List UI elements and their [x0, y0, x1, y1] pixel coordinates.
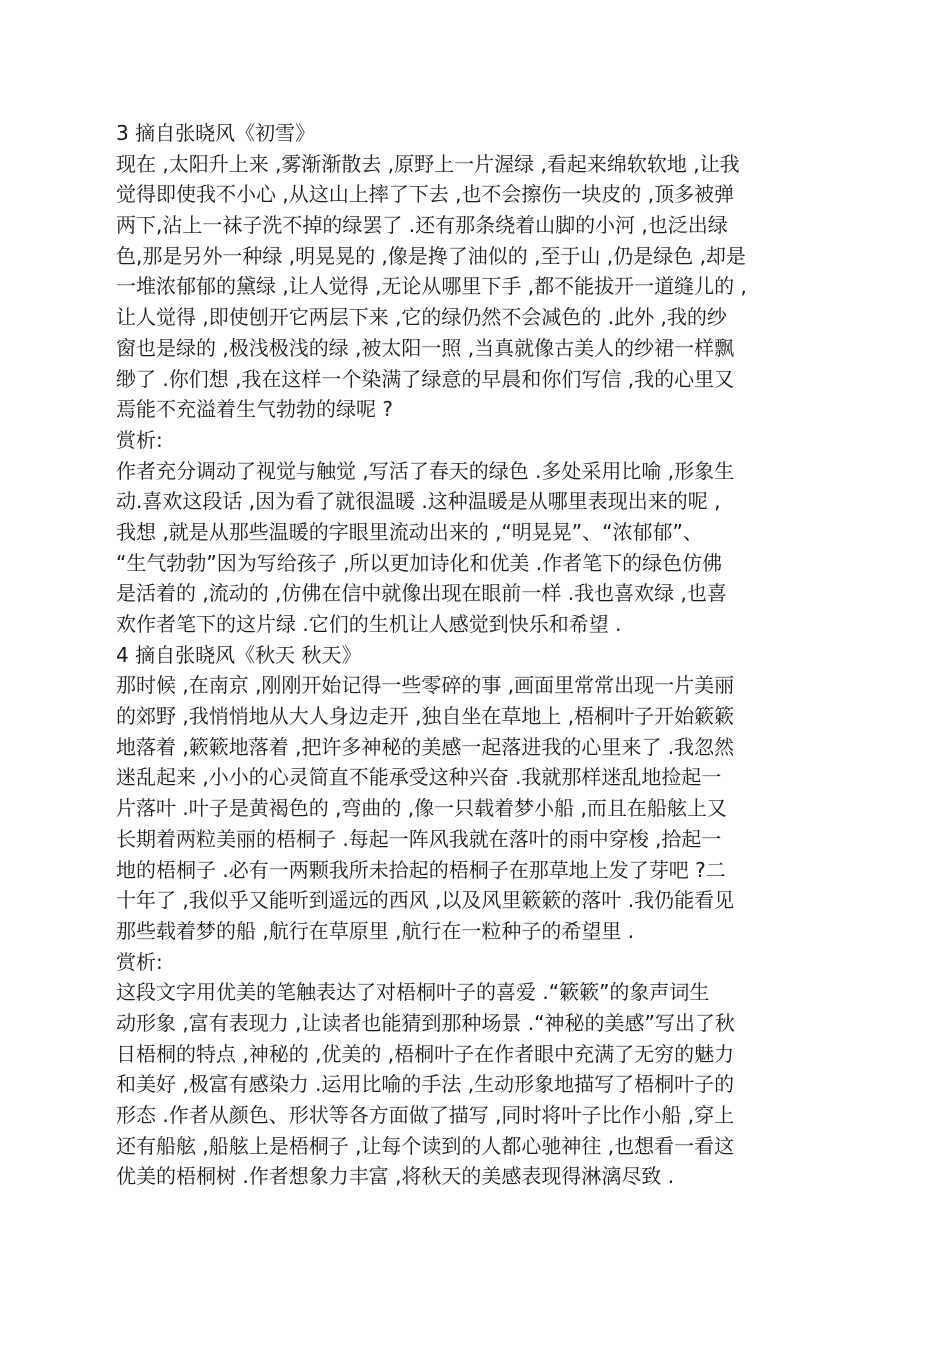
- passage-1-line: 觉得即使我不小心 ,从这山上摔了下去 ,也不会擦伤一块皮的 ,顶多被弹: [116, 182, 735, 207]
- analysis-1-line: 作者充分调动了视觉与触觉 ,写活了春天的绿色 .多处采用比喻 ,形象生: [116, 458, 735, 483]
- passage-1-line: 焉能不充溢着生气勃勃的绿呢 ?: [116, 397, 393, 422]
- passage-1-line: 让人觉得 ,即使刨开它两层下来 ,它的绿仍然不会减色的 .此外 ,我的纱: [116, 305, 727, 330]
- analysis-heading-2: 赏析:: [116, 949, 163, 974]
- analysis-1-line: 欢作者笔下的这片绿 .它们的生机让人感觉到快乐和希望 .: [116, 612, 622, 636]
- analysis-1-line: 我想 ,就是从那些温暖的字眼里流动出来的 ,“明晃晃”、“浓郁郁”、: [116, 519, 703, 544]
- analysis-1-line: 动.喜欢这段话 ,因为看了就很温暖 .这种温暖是从哪里表现出来的呢 ,: [116, 489, 721, 514]
- passage-1-line: 窗也是绿的 ,极浅极浅的绿 ,被太阳一照 ,当真就像古美人的纱裙一样飘: [116, 335, 735, 360]
- passage-1-line: 缈了 .你们想 ,我在这样一个染满了绿意的早晨和你们写信 ,我的心里又: [116, 366, 735, 391]
- section-heading-2: 4 摘自张晓风《秋天 秋天》: [116, 642, 362, 667]
- analysis-2-line: 形态 .作者从颜色、形状等各方面做了描写 ,同时将叶子比作小船 ,穿上: [116, 1103, 735, 1127]
- passage-2-line: 长期着两粒美丽的梧桐子 .每起一阵风我就在落叶的雨中穿梭 ,拾起一: [116, 826, 722, 851]
- passage-1-line: 现在 ,太阳升上来 ,雾渐渐散去 ,原野上一片渥绿 ,看起来绵软软地 ,让我: [116, 151, 740, 176]
- analysis-heading-1: 赏析:: [116, 427, 163, 452]
- analysis-2-line: 和美好 ,极富有感染力 .运用比喻的手法 ,生动形象地描写了梧桐叶子的: [116, 1072, 735, 1097]
- passage-2-line: 十年了 ,我似乎又能听到遥远的西风 ,以及风里簌簌的落叶 .我仍能看见: [116, 888, 735, 913]
- analysis-2-line: 动形象 ,富有表现力 ,让读者也能猜到那种场景 .“神秘的美感”写出了秋: [116, 1010, 735, 1035]
- document-text: [116, 118, 856, 1192]
- section-heading-1: 3 摘自张晓风《初雪》: [116, 121, 316, 145]
- analysis-1-line: 是活着的 ,流动的 ,仿佛在信中就像出现在眼前一样 .我也喜欢绿 ,也喜: [116, 581, 727, 606]
- analysis-2-line: 日梧桐的特点 ,神秘的 ,优美的 ,梧桐叶子在作者眼中充满了无穷的魅力: [116, 1041, 735, 1066]
- analysis-1-line: “生气勃勃”因为写给孩子 ,所以更加诗化和优美 .作者笔下的绿色仿佛: [116, 550, 723, 575]
- passage-2-line: 那时候 ,在南京 ,刚刚开始记得一些零碎的事 ,画面里常常出现一片美丽: [116, 673, 735, 698]
- passage-2-line: 那些载着梦的船 ,航行在草原里 ,航行在一粒种子的希望里 .: [116, 918, 635, 943]
- passage-1-line: 两下,沾上一袜子洗不掉的绿罢了 .还有那条绕着山脚的小河 ,也泛出绿: [116, 213, 728, 238]
- passage-2-line: 迷乱起来 ,小小的心灵简直不能承受这种兴奋 .我就那样迷乱地捡起一: [116, 765, 722, 790]
- passage-2-line: 的郊野 ,我悄悄地从大人身边走开 ,独自坐在草地上 ,梧桐叶子开始簌簌: [116, 704, 735, 729]
- analysis-2-line: 还有船舷 ,船舷上是梧桐子 ,让每个读到的人都心驰神往 ,也想看一看这: [116, 1133, 735, 1158]
- passage-2-line: 片落叶 .叶子是黄褐色的 ,弯曲的 ,像一只载着梦小船 ,而且在船舷上又: [116, 796, 727, 821]
- analysis-2-line: 优美的梧桐树 .作者想象力丰富 ,将秋天的美感表现得淋漓尽致 .: [116, 1164, 675, 1189]
- passage-1-line: 一堆浓郁郁的黛绿 ,让人觉得 ,无论从哪里下手 ,都不能拔开一道缝儿的 ,: [116, 274, 747, 299]
- passage-1-line: 色,那是另外一种绿 ,明晃晃的 ,像是搀了油似的 ,至于山 ,仍是绿色 ,却是: [116, 243, 746, 268]
- analysis-2-line: 这段文字用优美的笔触表达了对梧桐叶子的喜爱 .“簌簌”的象声词生: [116, 980, 710, 1005]
- passage-2-line: 地的梧桐子 .必有一两颗我所未拾起的梧桐子在那草地上发了芽吧 ?二: [116, 857, 726, 882]
- passage-2-line: 地落着 ,簌簌地落着 ,把许多神秘的美感一起落进我的心里来了 .我忽然: [116, 734, 735, 759]
